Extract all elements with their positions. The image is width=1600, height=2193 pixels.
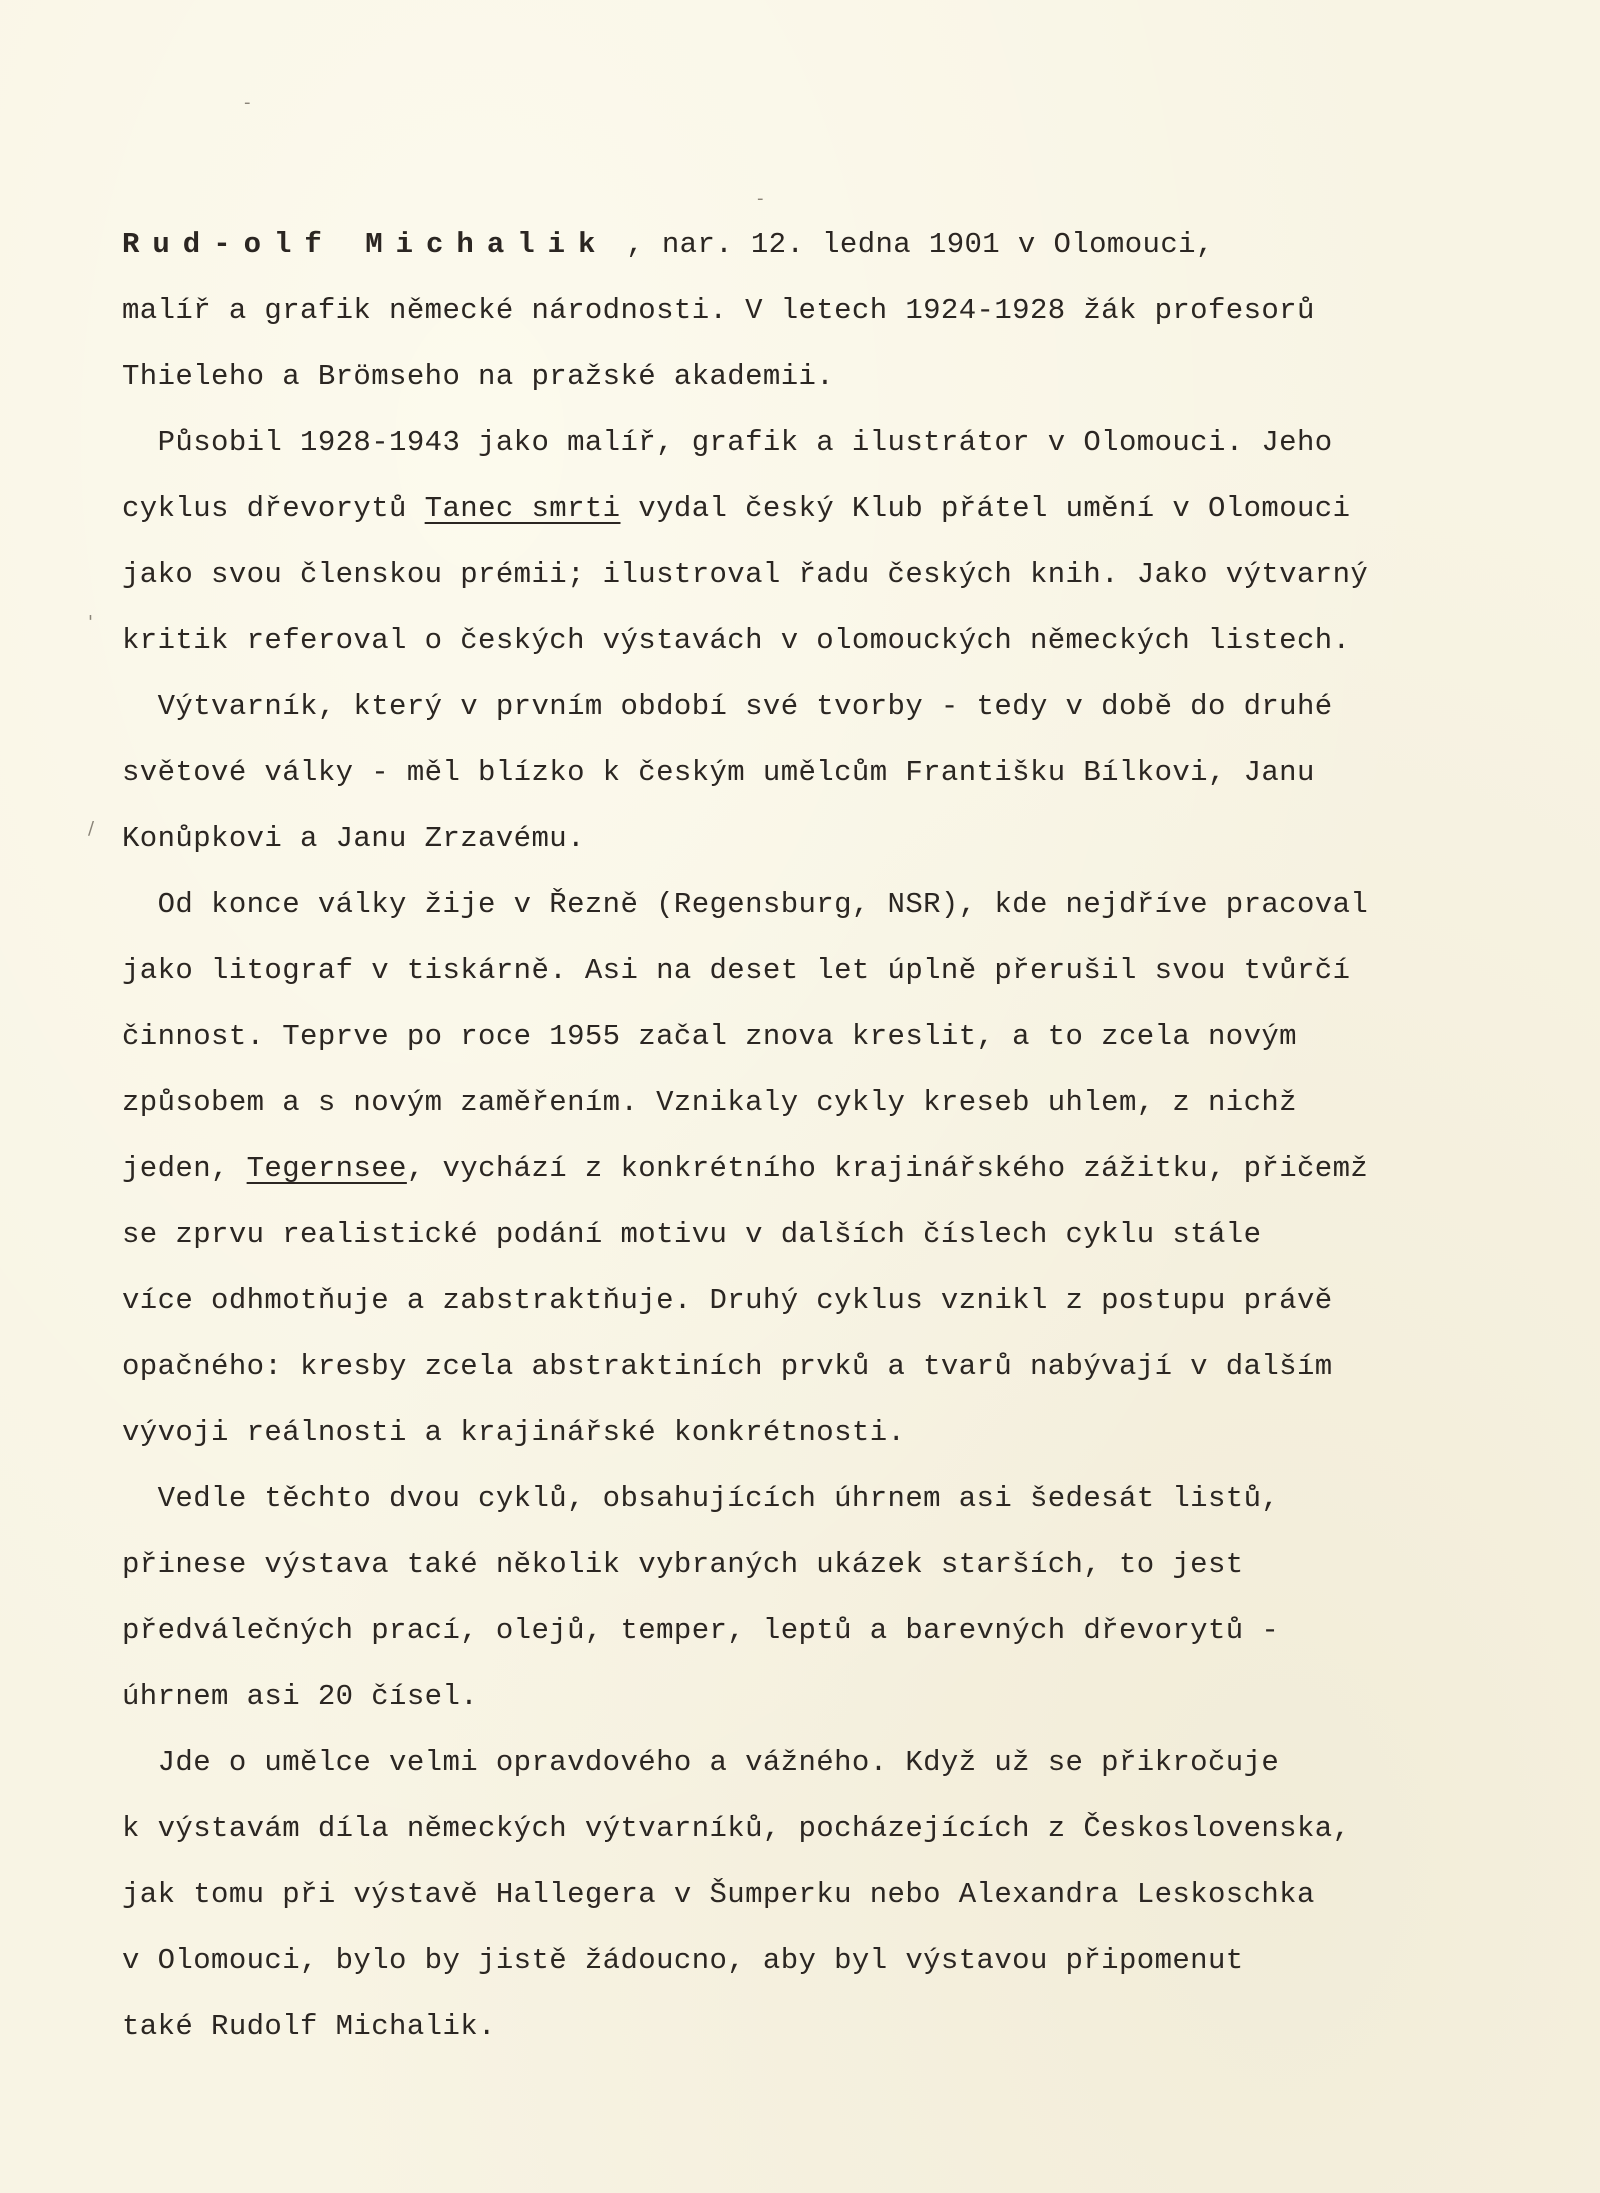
text-run: cyklus dřevorytů: [122, 492, 425, 525]
text-line: [122, 1796, 1522, 1862]
paragraph: [122, 1730, 1522, 2060]
text-line: [122, 1994, 1522, 2060]
text-line: [122, 674, 1522, 740]
text-line: [122, 344, 1522, 410]
text-line: [122, 938, 1522, 1004]
text-run: vývoji reálnosti a krajinářské konkrétnosti.: [122, 1416, 906, 1449]
underlined-title: Tanec smrti: [424, 492, 621, 525]
typewritten-text: [122, 212, 1522, 2060]
text-run: Vedle těchto dvou cyklů, obsahujících úhrnem asi šedesát listů,: [122, 1482, 1280, 1515]
text-run: více odhmotňuje a zabstraktňuje. Druhý cyklus vznikl z postupu právě: [122, 1284, 1333, 1317]
text-line: [122, 1730, 1522, 1796]
text-run: opačného: kresby zcela abstraktiních prvků a tvarů nabývají v dalším: [122, 1350, 1333, 1383]
text-run: jak tomu při výstavě Hallegera v Šumperku nebo Alexandra Leskoschka: [122, 1878, 1315, 1911]
text-line: [122, 1664, 1522, 1730]
text-line: [122, 1928, 1522, 1994]
text-line: [122, 1598, 1522, 1664]
text-run: Od konce války žije v Řezně (Regensburg, NSR), kde nejdříve pracoval: [122, 888, 1369, 921]
text-line: [122, 1334, 1522, 1400]
text-line: [122, 872, 1522, 938]
text-run: , vychází z konkrétního krajinářského zážitku, přičemž: [406, 1152, 1369, 1185]
text-line: [122, 410, 1522, 476]
text-run: předválečných prací, olejů, temper, leptů a barevných dřevorytů -: [122, 1614, 1280, 1647]
paragraph: [122, 1466, 1522, 1730]
text-run: činnost. Teprve po roce 1955 začal znova kreslit, a to zcela novým: [122, 1020, 1297, 1053]
text-run: Konůpkovi a Janu Zrzavému.: [122, 822, 585, 855]
text-line: [122, 1136, 1522, 1202]
text-run: jako litograf v tiskárně. Asi na deset let úplně přerušil svou tvůrčí: [122, 954, 1351, 987]
text-run: k výstavám díla německých výtvarníků, pocházejících z Československa,: [122, 1812, 1351, 1845]
text-run: , nar. 12. ledna 1901 v Olomouci,: [608, 228, 1214, 261]
margin-speck: -: [244, 92, 251, 113]
text-line: [122, 806, 1522, 872]
paragraph: [122, 410, 1522, 674]
paragraph: [122, 212, 1522, 410]
text-run: malíř a grafik německé národnosti. V letech 1924-1928 žák profesorů: [122, 294, 1315, 327]
paragraph: [122, 674, 1522, 872]
text-run: Thieleho a Brömseho na pražské akademii.: [122, 360, 835, 393]
text-run: Výtvarník, který v prvním období své tvorby - tedy v době do druhé: [122, 690, 1333, 723]
text-line: [122, 278, 1522, 344]
text-run: Jde o umělce velmi opravdového a vážného. Když už se přikročuje: [122, 1746, 1280, 1779]
text-run: jako svou členskou prémii; ilustroval řadu českých knih. Jako výtvarný: [122, 558, 1369, 591]
text-line: [122, 1532, 1522, 1598]
text-run: se zprvu realistické podání motivu v dalších číslech cyklu stále: [122, 1218, 1262, 1251]
text-run: úhrnem asi 20 čísel.: [122, 1680, 479, 1713]
paragraph: [122, 872, 1522, 1466]
author-name: Rud-olf Michalik: [122, 228, 609, 261]
margin-speck: /: [88, 818, 95, 839]
text-line: [122, 1466, 1522, 1532]
text-line: [122, 1070, 1522, 1136]
text-line: [122, 608, 1522, 674]
text-line: [122, 1862, 1522, 1928]
text-run: také Rudolf Michalik.: [122, 2010, 496, 2043]
margin-speck: ': [88, 612, 93, 633]
underlined-title: Tegernsee: [246, 1152, 407, 1185]
text-line: [122, 1004, 1522, 1070]
text-run: v Olomouci, bylo by jistě žádoucno, aby byl výstavou připomenut: [122, 1944, 1244, 1977]
text-line: [122, 476, 1522, 542]
text-run: kritik referoval o českých výstavách v olomouckých německých listech.: [122, 624, 1351, 657]
text-line: [122, 1202, 1522, 1268]
text-run: způsobem a s novým zaměřením. Vznikaly cykly kreseb uhlem, z nichž: [122, 1086, 1297, 1119]
text-line: [122, 542, 1522, 608]
text-line: [122, 1400, 1522, 1466]
text-run: Působil 1928-1943 jako malíř, grafik a ilustrátor v Olomouci. Jeho: [122, 426, 1333, 459]
text-line: [122, 740, 1522, 806]
text-run: světové války - měl blízko k českým umělcům Františku Bílkovi, Janu: [122, 756, 1315, 789]
text-run: přinese výstava také několik vybraných ukázek starších, to jest: [122, 1548, 1244, 1581]
margin-speck: -: [757, 188, 764, 209]
text-run: vydal český Klub přátel umění v Olomouci: [620, 492, 1351, 525]
text-line: [122, 212, 1522, 278]
text-line: [122, 1268, 1522, 1334]
text-run: jeden,: [122, 1152, 247, 1185]
